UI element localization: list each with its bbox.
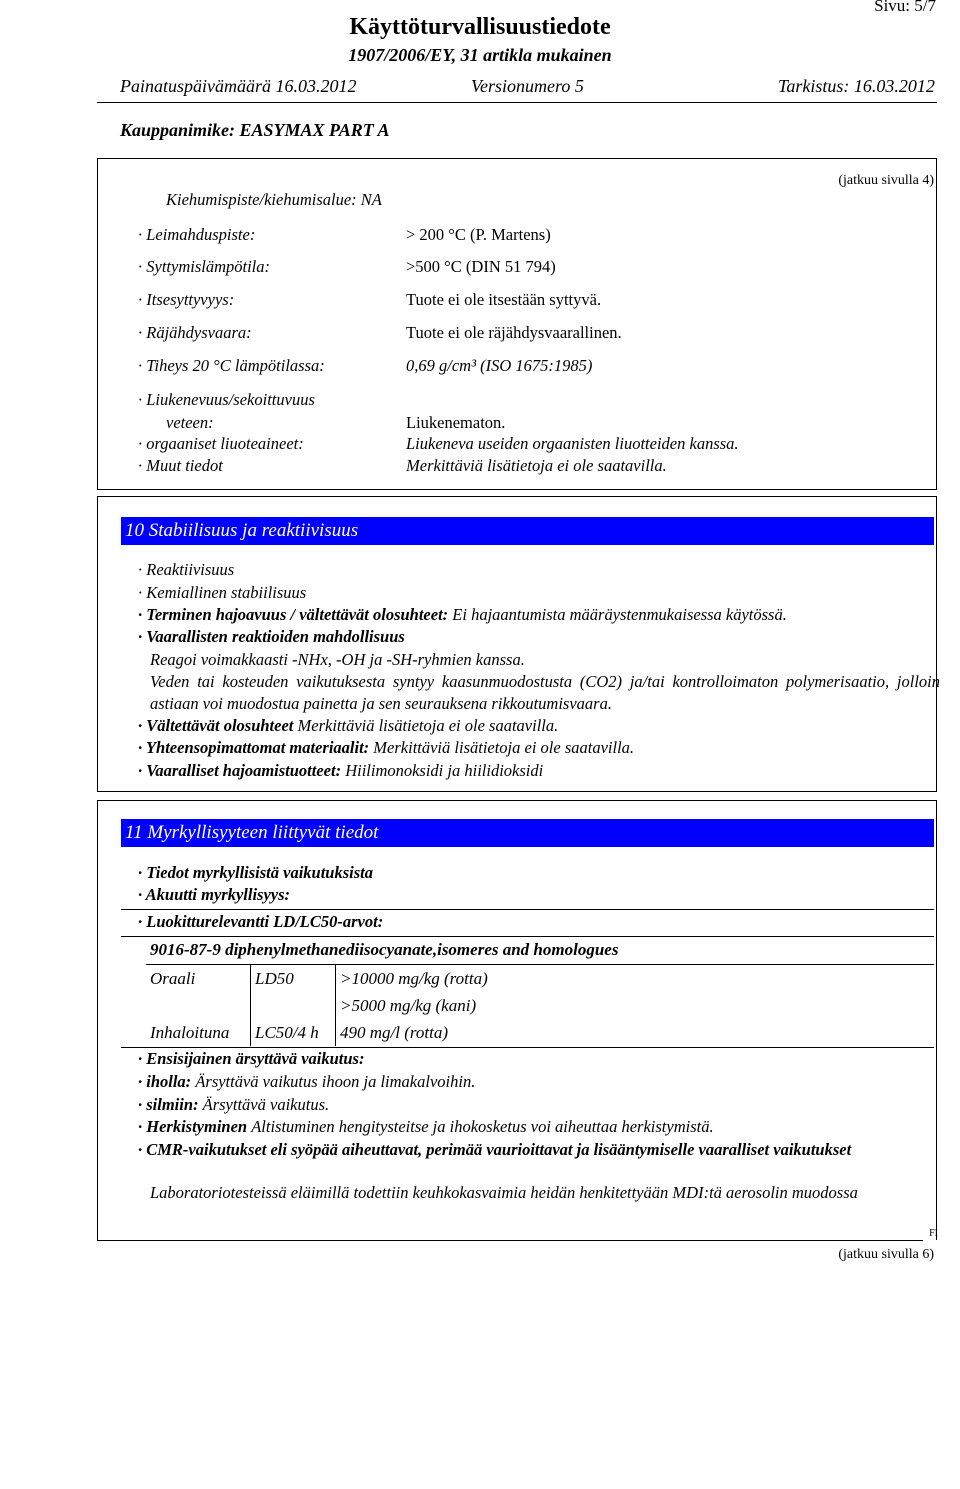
eyes-row [138,1095,329,1115]
language-code: FI [929,1228,938,1239]
review-date: Tarkistus: 16.03.2012 [778,76,935,96]
value-cell: 490 mg/l (rotta) [340,1022,448,1042]
toxicity-table [146,965,934,1046]
ld-lc50-label: · Luokitturelevantti LD/LC50-arvot: [138,912,384,931]
page-number: Sivu: 5/7 [874,0,936,15]
other-info-label: · Muut tiedot [138,456,223,475]
version-number: Versionumero 5 [471,76,584,96]
eyes-value: Ärsyttävä vaikutus. [202,1095,330,1114]
route-cell: Inhaloituna [146,1019,251,1046]
incompatible-materials-value: Merkittäviä lisätietoja ei ole saatavilla. [373,738,635,757]
continued-to: (jatkuu sivulla 6) [838,1247,934,1262]
density-label: · Tiheys 20 °C lämpötilassa: [138,356,325,375]
type-cell: LD50 [251,965,336,992]
footer-line [97,1240,923,1241]
type-cell: LC50/4 h [251,1019,336,1046]
self-ignition-label: · Itsesyttyvyys: [138,290,235,309]
tox-bottom-line [121,1047,934,1048]
document-title: Käyttöturvallisuustiedote [349,14,611,40]
print-date: Painatuspäivämäärä 16.03.2012 [120,76,357,96]
cmr-value: Laboratoriotesteissä eläimillä todettiin keuhkokasvaimia heidän henkitettyään MDI:tä aerosolin muodossa [150,1183,858,1202]
ignition-temp-label: · Syttymislämpötila: [138,257,270,276]
trade-name: Kauppanimike: EASYMAX PART A [120,120,390,140]
flash-point-value: > 200 °C (P. Martens) [406,225,551,244]
ignition-temp-value: >500 °C (DIN 51 794) [406,257,556,276]
eyes-label: · silmiin: [138,1095,199,1114]
conditions-to-avoid-label: · Vältettävät olosuhteet [138,716,294,735]
chemical-stability-label: · Kemiallinen stabiilisuus [138,583,307,602]
hazardous-reactions-text-2: Veden tai kosteuden vaikutuksesta syntyy kaasunmuodostusta (CO2) ja/tai kontrolloimaton polymerisaatio, jolloin astiaan voi muodostua painetta ja sen seurauksena rikkoutumisvaara. [150,672,940,713]
thermal-decomposition-row [138,605,787,625]
boiling-point-value: NA [360,190,382,209]
cmr-label: · CMR-vaikutukset eli syöpää aiheuttavat, perimää vaurioittavat ja lisääntymiselle vaaralliset vaikutukset [138,1140,852,1159]
table-row [146,1019,934,1046]
document-subtitle: 1907/2006/EY, 31 artikla mukainen [348,45,612,65]
organic-solvents-label: · orgaaniset liuoteaineet: [138,434,304,453]
boiling-point-row [166,190,382,210]
explosion-hazard-label: · Räjähdysvaara: [138,323,252,342]
other-info-value: Merkittäviä lisätietoja ei ole saatavilla. [406,456,667,475]
skin-row [138,1072,475,1092]
hazardous-reactions-text-1: Reagoi voimakkaasti -NHx, -OH ja -SH-ryhmien kanssa. [150,650,525,669]
self-ignition-value: Tuote ei ole itsestään syttyvä. [406,290,602,309]
reactivity-label: · Reaktiivisuus [138,560,235,579]
sensitization-label: · Herkistyminen [138,1117,248,1136]
solubility-label: · Liukenevuus/sekoittuvuus [138,390,315,409]
section-10-heading: 10 Stabiilisuus ja reaktiivisuus [121,517,934,545]
decomposition-products-value: Hiilimonoksidi ja hiilidioksidi [345,761,544,780]
type-cell [251,992,336,1019]
primary-irritant-label: · Ensisijainen ärsyttävä vaikutus: [138,1049,365,1068]
boiling-point-label: Kiehumispiste/kiehumisalue: [166,190,357,209]
toxic-effects-info-label: · Tiedot myrkyllisistä vaikutuksista [138,863,373,882]
value-cell: >5000 mg/kg (kani) [340,995,477,1015]
table-row [146,992,934,1019]
section-11-heading: 11 Myrkyllisyyteen liittyvät tiedot [121,819,934,847]
skin-value: Ärsyttävä vaikutus ihoon ja limakalvoihin. [195,1072,476,1091]
organic-solvents-value: Liukeneva useiden orgaanisten liuotteiden kanssa. [406,434,739,453]
thermal-decomposition-value: Ei hajaantumista määräystenmukaisessa käytössä. [452,605,787,624]
tox-top-line [121,909,934,910]
water-solubility-value: Liukenematon. [406,413,506,432]
value-cell: >10000 mg/kg (rotta) [340,968,488,988]
density-value: 0,69 g/cm³ (ISO 1675:1985) [406,356,593,375]
skin-label: · iholla: [138,1072,192,1091]
route-cell: Oraali [146,965,251,992]
incompatible-materials-label: · Yhteensopimattomat materiaalit: [138,738,370,757]
incompatible-materials-row [138,738,634,758]
sensitization-value: Altistuminen hengitysteitse ja ihokosketus voi aiheuttaa herkistymistä. [251,1117,714,1136]
table-row [146,965,934,992]
tox-header-line [121,936,934,937]
header-divider [97,102,937,103]
decomposition-products-row [138,761,543,781]
sensitization-row [138,1117,714,1137]
route-cell [146,992,251,1019]
flash-point-label: · Leimahduspiste: [138,225,256,244]
thermal-decomposition-label: · Terminen hajoavuus / vältettävät olosuhteet: [138,605,449,624]
substance-name: 9016-87-9 diphenylmethanediisocyanate,isomeres and homologues [150,940,619,959]
continued-from: (jatkuu sivulla 4) [838,173,934,188]
conditions-to-avoid-row [138,716,558,736]
water-solubility-label: veteen: [166,413,214,432]
conditions-to-avoid-value: Merkittäviä lisätietoja ei ole saatavilla. [297,716,559,735]
hazardous-reactions-label: · Vaarallisten reaktioiden mahdollisuus [138,627,405,646]
decomposition-products-label: · Vaaralliset hajoamistuotteet: [138,761,342,780]
explosion-hazard-value: Tuote ei ole räjähdysvaarallinen. [406,323,622,342]
acute-toxicity-label: · Akuutti myrkyllisyys: [138,885,291,904]
